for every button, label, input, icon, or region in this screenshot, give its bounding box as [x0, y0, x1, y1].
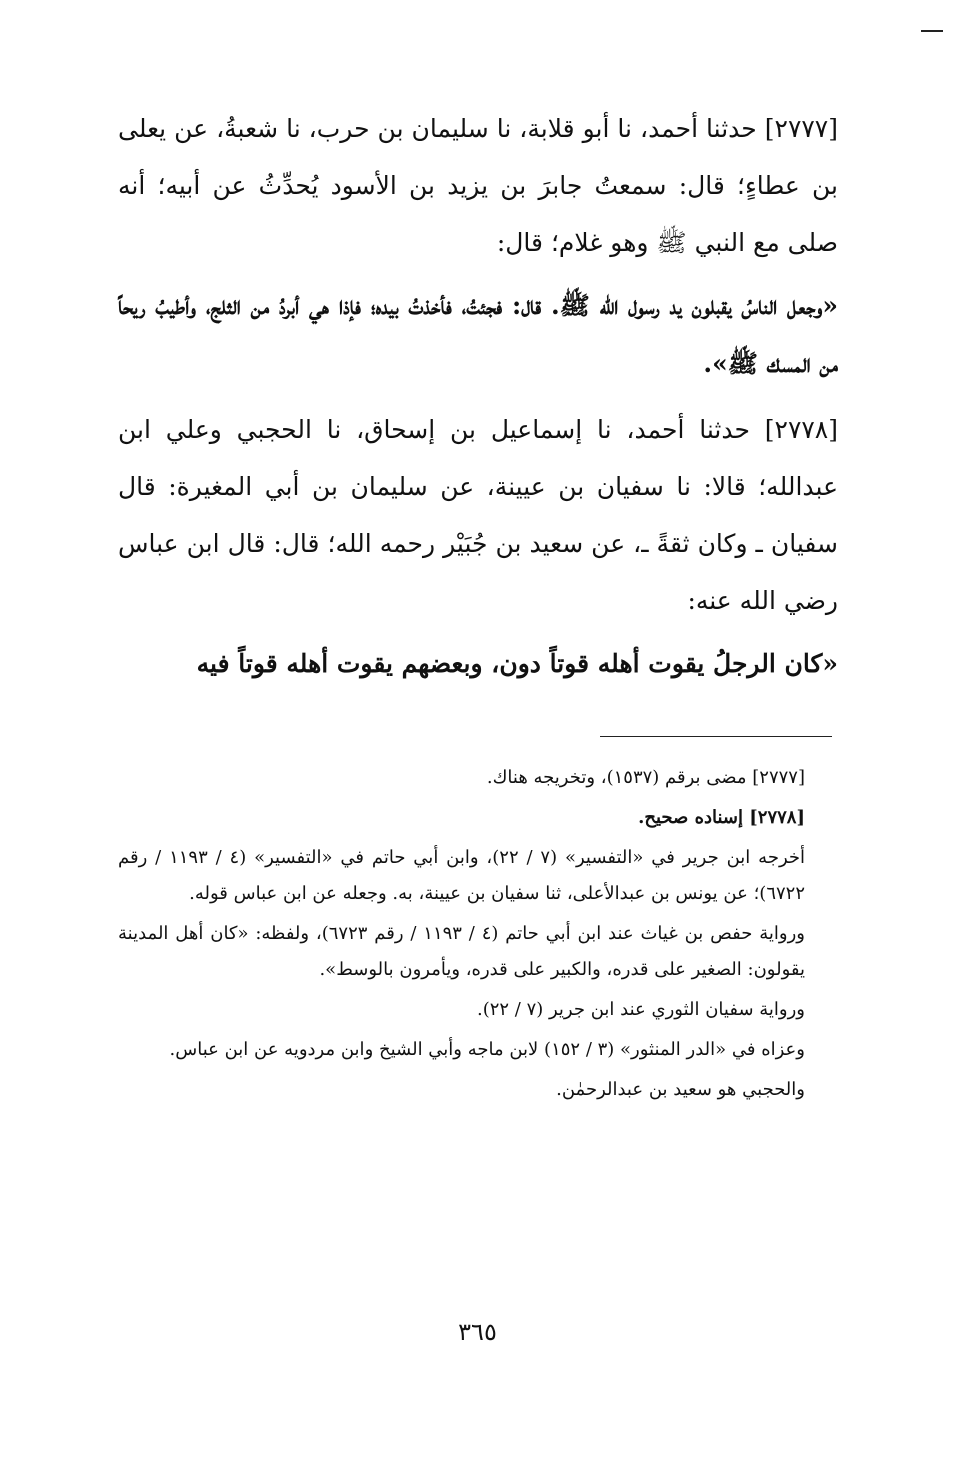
footnote-separator: [600, 736, 832, 737]
footnote-thawri-narration: ورواية سفيان الثوري عند ابن جرير (٧ / ٢٢).: [476, 999, 805, 1020]
footnote-hajabi: والحجبي هو سعيد بن عبدالرحمٰن.: [556, 1079, 805, 1100]
footnotes: [118, 760, 833, 1112]
footnote-hafs-narration: ورواية حفص بن غياث عند ابن أبي حاتم (٤ / ١١٩٣ / رقم ٦٧٢٣)، ولفظه: «كان أهل المدينة يقولون: الصغير على قدره، والكبير على قدره، ويأمرون بالوسط».: [118, 923, 805, 980]
page-number: ٣٦٥: [458, 1318, 497, 1346]
footnote-2778-takhrij: أخرجه ابن جرير في «التفسير» (٧ / ٢٢)، وابن أبي حاتم في «التفسير» (٤ / ١١٩٣ / رقم ٦٧٢٢)؛ عن يونس بن عبدالأعلى، ثنا سفيان بن عيينة، به. وجعله عن ابن عباس قوله.: [118, 847, 806, 904]
hadith-2777-isnad: [٢٧٧٧] حدثنا أحمد، نا أبو قلابة، نا سليمان بن حرب، نا شعبةُ، عن يعلى بن عطاءٍ؛ قال: سمعتُ جابرَ بن يزيد بن الأسود يُحدِّثُ عن أبيه؛ أنه صلى مع النبي ﷺ وهو غلام؛ قال:: [118, 114, 838, 257]
footnote-durr-manthur: وعزاه في «الدر المنثور» (٣ / ١٥٢) لابن ماجه وأبي الشيخ وابن مردويه عن ابن عباس.: [169, 1039, 805, 1060]
main-text: [118, 100, 838, 701]
footnote-2778-grade: [٢٧٧٨] إسناده صحيح.: [638, 807, 805, 828]
hadith-2777-matn: «وجعل الناسُ يقبلون يد رسول الله ﷺ. قال: فجئتُ، فأخذتُ بيده؛ فإذا هي أبردُ من الثلج، وأطيبُ ريحاً من المسك ﷺ».: [118, 291, 838, 378]
footnote-2777: [٢٧٧٧] مضى برقم (١٥٣٧)، وتخريجه هناك.: [486, 767, 805, 788]
hadith-2778-matn: «كان الرجلُ يقوت أهله قوتاً دون، وبعضهم يقوت أهله قوتاً فيه: [196, 649, 838, 678]
corner-mark: [921, 30, 943, 32]
hadith-2778-isnad: [٢٧٧٨] حدثنا أحمد، نا إسماعيل بن إسحاق، نا الحجبي وعلي ابن عبدالله؛ قالا: نا سفيان بن عيينة، عن سليمان بن أبي المغيرة: قال سفيان ـ وكان ثقةً ـ، عن سعيد بن جُبَيْر رحمه الله؛ قال: قال ابن عباس رضي الله عنه:: [118, 415, 838, 615]
